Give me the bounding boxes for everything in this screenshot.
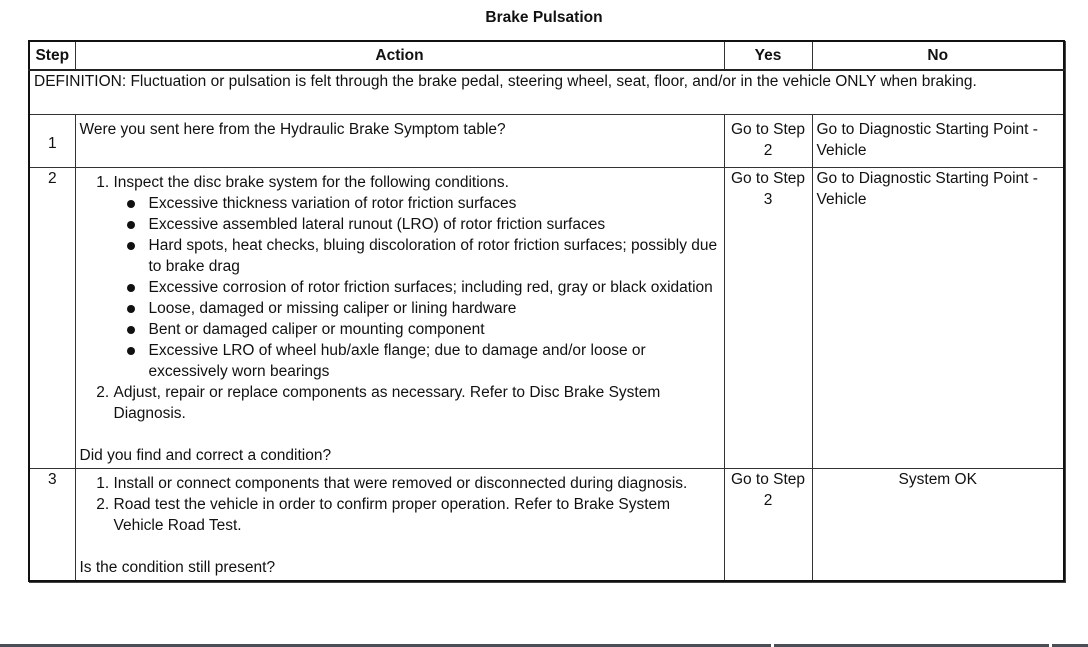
header-no: No	[812, 41, 1064, 70]
condition-item: Excessive assembled lateral runout (LRO) of rotor friction surfaces	[149, 214, 720, 235]
condition-item: Excessive thickness variation of rotor friction surfaces	[149, 193, 720, 214]
table-row	[29, 168, 1064, 469]
header-row	[29, 41, 1064, 70]
page-title: Brake Pulsation	[485, 9, 603, 26]
no-action: System OK	[812, 469, 1064, 582]
procedure-item	[114, 172, 720, 382]
definition-row	[29, 70, 1064, 115]
step-action	[75, 469, 724, 582]
condition-item: Excessive corrosion of rotor friction surfaces; including red, gray or black oxidation	[149, 277, 720, 298]
procedure-item-text: Inspect the disc brake system for the following conditions.	[113, 174, 509, 191]
yes-action: Go to Step 3	[724, 168, 812, 469]
condition-list	[114, 193, 720, 382]
header-action: Action	[75, 41, 724, 70]
procedure-list	[80, 473, 720, 536]
procedure-list	[80, 172, 720, 424]
condition-item: Excessive LRO of wheel hub/axle flange; due to damage and/or loose or excessively worn bearings	[149, 340, 720, 382]
header-yes: Yes	[724, 41, 812, 70]
yes-action: Go to Step 2	[724, 469, 812, 582]
step-question: Is the condition still present?	[79, 559, 276, 576]
condition-item: Bent or damaged caliper or mounting component	[149, 319, 720, 340]
step-question: Did you find and correct a condition?	[79, 447, 332, 464]
procedure-item: 1. Install or connect components that were removed or disconnected during diagnosis.	[114, 473, 720, 494]
definition-text: DEFINITION: Fluctuation or pulsation is felt through the brake pedal, steering wheel, seat, floor, and/or in the vehicle ONLY when braking.	[29, 70, 1064, 115]
yes-action: Go to Step 2	[724, 115, 812, 168]
no-action: Go to Diagnostic Starting Point - Vehicle	[812, 115, 1064, 168]
step-number: 1	[29, 115, 75, 168]
no-action: Go to Diagnostic Starting Point - Vehicle	[812, 168, 1064, 469]
condition-item: Hard spots, heat checks, bluing discoloration of rotor friction surfaces; possibly due to brake drag	[149, 235, 720, 277]
step-action	[75, 168, 724, 469]
step-number: 3	[29, 469, 75, 582]
condition-item: Loose, damaged or missing caliper or lining hardware	[149, 298, 720, 319]
table-row	[29, 115, 1064, 168]
procedure-item: 2. Road test the vehicle in order to confirm proper operation. Refer to Brake System Vehicle Road Test.	[114, 494, 720, 536]
procedure-item: 2. Adjust, repair or replace components as necessary. Refer to Disc Brake System Diagnosis.	[114, 382, 720, 424]
header-step: Step	[29, 41, 75, 70]
step-question: Were you sent here from the Hydraulic Brake Symptom table?	[75, 115, 724, 168]
diagnostic-table	[28, 40, 1065, 582]
step-number: 2	[29, 168, 75, 469]
table-row	[29, 469, 1064, 582]
